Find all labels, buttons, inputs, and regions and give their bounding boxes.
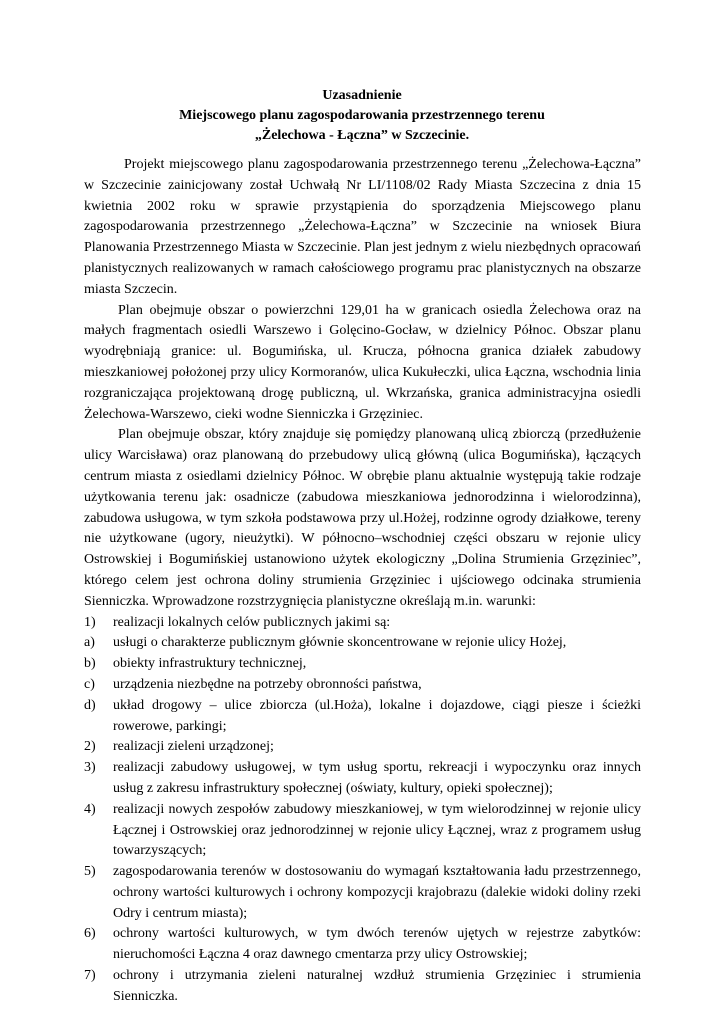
list-item-text: realizacji zieleni urządzonej; — [113, 739, 274, 755]
list-item-text: układ drogowy – ulice zbiorcza (ul.Hoża), lokalne i dojazdowe, ciągi piesze i ścieżki rowerowe, parkingi; — [113, 697, 641, 734]
list-item-text: usługi o charakterze publicznym głównie skoncentrowane w rejonie ulicy Hożej, — [113, 635, 567, 651]
list-item — [84, 862, 641, 924]
list-marker: d) — [84, 697, 96, 713]
list-item-text: ochrony i utrzymania zieleni naturalnej wzdłuż strumienia Grzęziniec i strumienia Sienniczka. — [113, 968, 641, 1004]
document-heading — [0, 86, 724, 146]
list-item — [84, 737, 641, 758]
list-item — [84, 924, 641, 966]
list-item — [84, 633, 641, 654]
list-item-text: urządzenia niezbędne na potrzeby obronności państwa, — [113, 676, 422, 692]
conditions-list — [84, 613, 641, 1008]
list-marker: 4) — [84, 801, 96, 817]
heading-title: Uzasadnienie — [322, 88, 402, 103]
list-marker: a) — [84, 635, 95, 651]
document-body — [84, 155, 641, 1008]
list-item-text: realizacji zabudowy usługowej, w tym usług sportu, rekreacji i wypoczynku oraz innych usług z zakresu infrastruktury społecznej (oświaty, kultury, opieki społecznej); — [113, 760, 641, 796]
list-item — [84, 696, 641, 738]
list-marker: 5) — [84, 864, 96, 880]
heading-plan-name: „Żelechowa - Łączna” w Szczecinie. — [254, 128, 470, 143]
list-marker: 2) — [84, 739, 96, 755]
list-item-text: realizacji lokalnych celów publicznych jakimi są: — [113, 614, 391, 630]
list-marker: 1) — [84, 614, 96, 630]
list-item-text: zagospodarowania terenów w dostosowaniu do wymagań kształtowania ładu przestrzennego, ochrony wartości kulturowych i ochrony kompozycji krajobrazu (dalekie widoki doliny rzeki Odry i centrum miasta); — [113, 864, 641, 921]
list-marker: b) — [84, 656, 96, 672]
paragraph-scope: Plan obejmuje obszar, który znajduje się pomiędzy planowaną ulicą zbiorczą (przedłużenie ulicy Warcisława) oraz planowaną do przebudowy ulicą główną (ulica Bogumińska), łączących centrum miasta z osiedlami dzielnicy Północ. W obrębie planu aktualnie występują takie rodzaje użytkowania terenu jak: osadnicze (zabudowa mieszkaniowa jednorodzinna i wielorodzinna), zabudowa usługowa, w tym szkoła podstawowa przy ul.Hożej, rodzinne ogrody działkowe, tereny nie użytkowane (ugory, nieużytki). W północno–wschodniej części obszaru w rejonie ulicy Ostrowskiej i Bogumińskiej ustanowiono użytek ekologiczny „Dolina Strumienia Grzęziniec”, którego celem jest ochrona doliny strumienia Grzęziniec i ujściowego odcinaka strumienia Sienniczka. Wprowadzone rozstrzygnięcia planistyczne określają m.in. warunki: — [84, 427, 641, 609]
list-marker: 7) — [84, 968, 96, 984]
list-item — [84, 966, 641, 1008]
list-marker: 6) — [84, 926, 96, 942]
list-item-text: realizacji nowych zespołów zabudowy mieszkaniowej, w tym wielorodzinnej w rejonie ulicy Łącznej i Ostrowskiej oraz jednorodzinnej w rejonie ulicy Łącznej, wraz z programem usług towarzyszących; — [113, 801, 641, 859]
paragraph-area: Plan obejmuje obszar o powierzchni 129,01 ha w granicach osiedla Żelechowa oraz na małych fragmentach osiedli Warszewo i Golęcino-Gocław, w dzielnicy Północ. Obszar planu wyodrębniają granice: ul. Bogumińska, ul. Krucza, północna granica działek zabudowy mieszkaniowej położonej przy ulicy Kormoranów, ulica Kukułeczki, ulica Łączna, wschodnia linia rozgraniczająca projektowaną drogę publiczną, ul. Wkrzańska, granica administracyjna osiedli Żelechowa-Warszewo, cieki wodne Sienniczka i Grzęziniec. — [84, 302, 641, 422]
paragraph-intro: Projekt miejscowego planu zagospodarowania przestrzennego terenu „Żelechowa-Łączna” w Szczecinie zainicjowany został Uchwałą Nr LI/1108/02 Rady Miasta Szczecina z dnia 15 kwietnia 2002 roku w sprawie przystąpienia do sporządzenia Miejscowego planu zagospodarowania przestrzennego „Żelechowa-Łączna” w Szczecinie na wniosek Biura Planowania Przestrzennego Miasta w Szczecinie. Plan jest jednym z wielu niezbędnych opracowań planistycznych realizowanych w ramach całościowego programu prac planistycznych na obszarze miasta Szczecin. — [84, 157, 641, 297]
list-item — [84, 654, 641, 675]
list-item — [84, 675, 641, 696]
list-marker: c) — [84, 676, 95, 692]
list-marker: 3) — [84, 760, 96, 776]
list-item — [84, 758, 641, 800]
list-item — [84, 800, 641, 862]
list-item-text: obiekty infrastruktury technicznej, — [113, 656, 307, 672]
heading-subtitle: Miejscowego planu zagospodarowania przestrzennego terenu — [179, 108, 545, 123]
list-item-text: ochrony wartości kulturowych, w tym dwóch terenów ujętych w rejestrze zabytków: nieruchomości Łączna 4 oraz dawnego cmentarza przy ulicy Ostrowskiej; — [113, 926, 641, 963]
list-item — [84, 613, 641, 634]
